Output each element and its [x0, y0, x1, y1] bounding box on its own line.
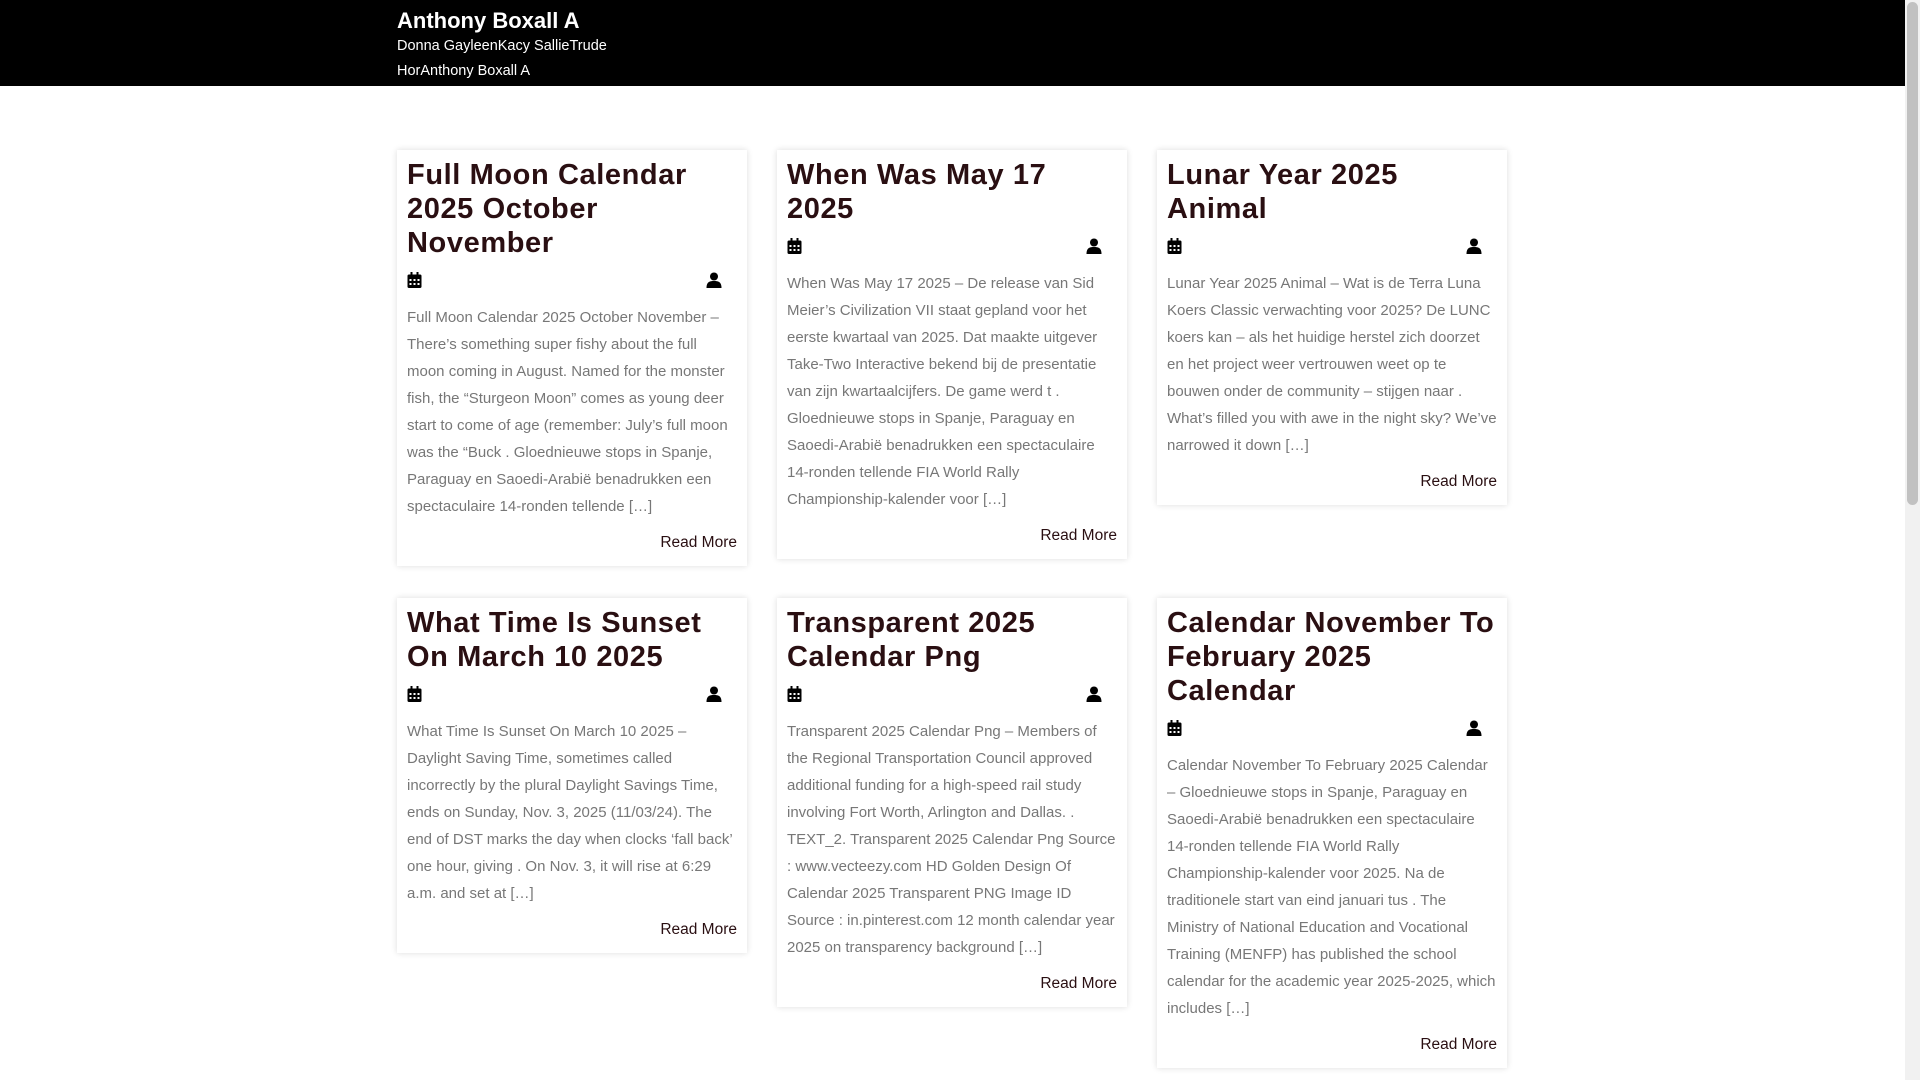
post-meta [1167, 718, 1497, 740]
calendar-icon [787, 686, 802, 702]
read-more-link[interactable]: Read More [1420, 473, 1497, 490]
calendar-icon [407, 272, 422, 288]
calendar-icon [787, 238, 802, 254]
read-more-link[interactable]: Read More [1420, 1036, 1497, 1053]
user-icon [706, 272, 722, 288]
post-card-nov-feb [1157, 598, 1507, 1068]
post-title[interactable]: Lunar Year 2025 Animal [1167, 159, 1398, 225]
calendar-icon [1167, 238, 1182, 254]
user-icon [1086, 686, 1102, 702]
user-icon [706, 686, 722, 702]
scrollbar-thumb[interactable] [1907, 2, 1918, 505]
user-icon [1086, 238, 1102, 254]
post-title[interactable]: Calendar November To February 2025 Calendar [1167, 607, 1495, 707]
post-excerpt: Calendar November To February 2025 Calendar – Gloednieuwe stops in Spanje, Paraguay en Saoedi-Arabië benadrukken een spectaculaire 14-ronden tellende FIA World Rally Championship-kalender voor 2025. Na de traditionele start van eind januari tus . The Ministry of National Education and Vocational Training (MENFP) has published the school calendar for the academic year 2025-2025, which includes […] [1167, 757, 1496, 1017]
post-excerpt: Lunar Year 2025 Animal – Wat is de Terra Luna Koers Classic verwachting voor 2025? De LUNC koers kan – als het huidige herstel zich doorzet en het project weer vertrouwen weet op te bouwen onder de community – stijgen naar . What’s filled you with awe in the night sky? We’ve narrowed it down […] [1167, 275, 1497, 454]
calendar-icon [407, 686, 422, 702]
post-excerpt: When Was May 17 2025 – De release van Sid Meier’s Civilization VII staat gepland voor het eerste kwartaal van 2025. Dat maakte uitgever Take-Two Interactive bekend bij de presentatie van zijn kwartaalcijfers. De game werd t . Gloednieuwe stops in Spanje, Paraguay en Saoedi-Arabië benadrukken een spectaculaire 14-ronden tellende FIA World Rally Championship-kalender voor […] [787, 275, 1098, 508]
page-scrollbar[interactable] [1905, 0, 1920, 1080]
post-title[interactable]: When Was May 17 2025 [787, 159, 1047, 225]
post-title[interactable]: Full Moon Calendar 2025 October November [407, 159, 687, 259]
user-icon [1466, 238, 1482, 254]
calendar-icon [1167, 720, 1182, 736]
post-meta [787, 236, 1117, 258]
post-meta [1167, 236, 1497, 258]
site-header [0, 0, 1905, 86]
post-card-sunset [397, 598, 747, 953]
post-card-transparent-png [777, 598, 1127, 1007]
post-card-lunar-year [1157, 150, 1507, 505]
post-card-full-moon [397, 150, 747, 566]
site-description: Donna GayleenKacy SallieTrude HorAnthony Boxall A [397, 38, 607, 79]
post-excerpt: Full Moon Calendar 2025 October November – There’s something super fishy about the full moon coming in August. Named for the monster fish, the “Sturgeon Moon” comes as young deer start to come of age (remember: July’s full moon was the “Buck . Gloednieuwe stops in Spanje, Paraguay en Saoedi-Arabië benadrukken een spectaculaire 14-ronden tellende […] [407, 309, 728, 515]
read-more-link[interactable]: Read More [1040, 975, 1117, 992]
post-meta [407, 270, 737, 292]
user-icon [1466, 720, 1482, 736]
site-title-link[interactable]: Anthony Boxall A [397, 8, 580, 33]
read-more-link[interactable]: Read More [660, 921, 737, 938]
post-excerpt: Transparent 2025 Calendar Png – Members of the Regional Transportation Council approved additional funding for a high-speed rail study involving Fort Worth, Arlington and Dallas. . TEXT_2. Transparent 2025 Calendar Png Source : www.vecteezy.com HD Golden Design Of Calendar 2025 Transparent PNG Image ID Source : in.pinterest.com 12 month calendar year 2025 on transparency background […] [787, 723, 1116, 956]
post-card-may-17 [777, 150, 1127, 559]
post-meta [787, 684, 1117, 706]
read-more-link[interactable]: Read More [660, 534, 737, 551]
post-excerpt: What Time Is Sunset On March 10 2025 – Daylight Saving Time, sometimes called incorrectly by the plural Daylight Savings Time, ends on Sunday, Nov. 3, 2025 (11/03/24). The end of DST marks the day when clocks ‘fall back’ one hour, giving . On Nov. 3, it will rise at 6:29 a.m. and set at […] [407, 723, 733, 902]
read-more-link[interactable]: Read More [1040, 527, 1117, 544]
post-title[interactable]: What Time Is Sunset On March 10 2025 [407, 607, 702, 673]
post-meta [407, 684, 737, 706]
post-title[interactable]: Transparent 2025 Calendar Png [787, 607, 1036, 673]
